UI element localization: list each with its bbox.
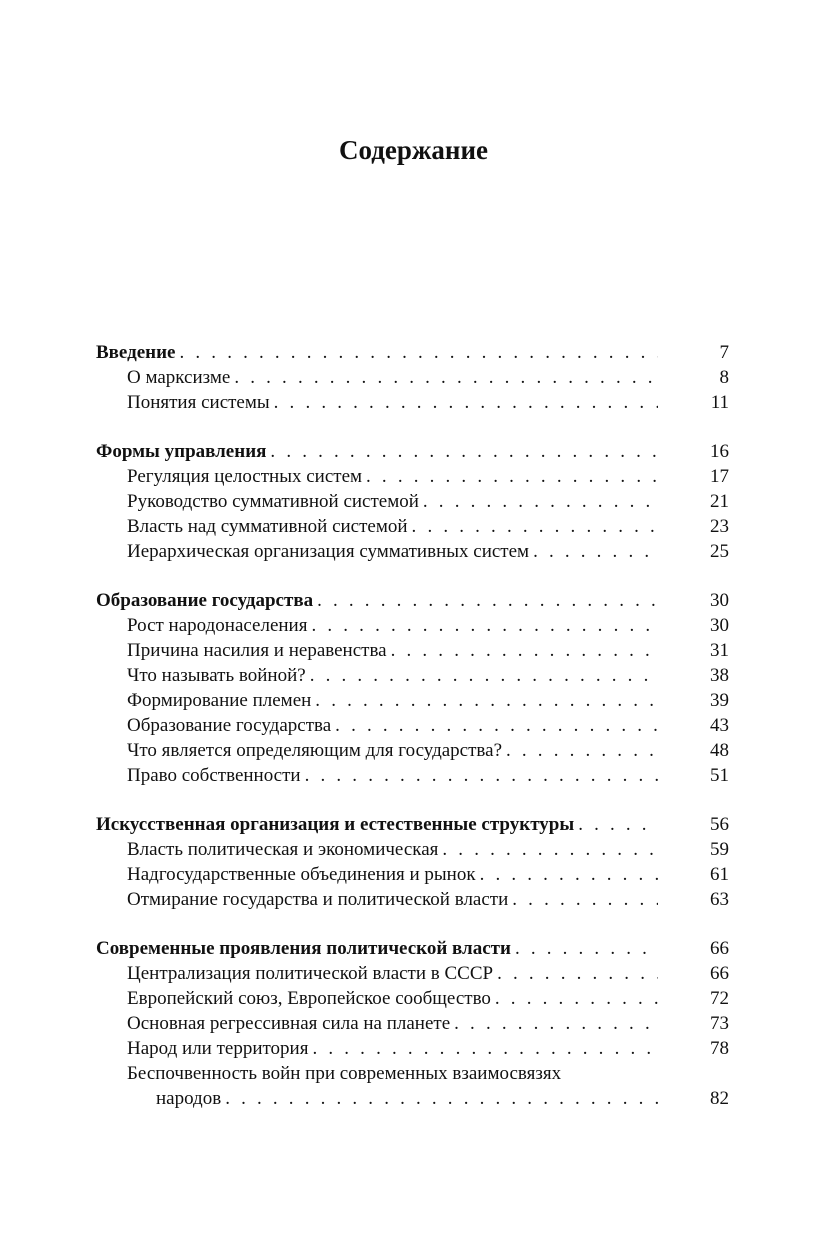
- dot-leader: [180, 340, 659, 365]
- page-number: 66: [710, 963, 729, 984]
- toc-entry-row[interactable]: [96, 365, 729, 390]
- dot-leader: [515, 936, 658, 961]
- page-number: 30: [710, 615, 729, 636]
- page-number: 56: [710, 814, 729, 835]
- entry-title: Право собственности: [127, 763, 305, 788]
- dot-leader: [506, 738, 658, 763]
- toc-line: [127, 763, 658, 788]
- entry-title: народов: [156, 1086, 225, 1111]
- toc-line: [96, 936, 658, 961]
- toc-line: [127, 688, 658, 713]
- toc-line: [127, 663, 658, 688]
- dot-leader: [312, 1036, 658, 1061]
- dot-leader: [270, 439, 658, 464]
- toc-chapter-row[interactable]: [96, 588, 729, 613]
- dot-leader: [454, 1011, 658, 1036]
- toc-entry-row[interactable]: [96, 514, 729, 539]
- toc-entry-row[interactable]: [96, 539, 729, 564]
- toc-entry-row[interactable]: [96, 862, 729, 887]
- toc-line: [127, 887, 658, 912]
- page-number: 23: [710, 516, 729, 537]
- toc-line: [127, 1061, 658, 1086]
- toc-entry-row[interactable]: [96, 688, 729, 713]
- entry-title: Беспочвенность войн при современных взаимосвязях: [127, 1061, 565, 1086]
- entry-title: Руководство суммативной системой: [127, 489, 423, 514]
- toc-entry-row[interactable]: [96, 738, 729, 763]
- toc-line: [127, 613, 658, 638]
- dot-leader: [317, 588, 658, 613]
- toc-line: [96, 812, 658, 837]
- toc-entry-row[interactable]: [96, 1036, 729, 1061]
- toc-entry-row[interactable]: [96, 613, 729, 638]
- toc-line: [127, 1011, 658, 1036]
- page-number: 43: [710, 715, 729, 736]
- dot-leader: [412, 514, 658, 539]
- toc-section: [96, 812, 729, 912]
- toc-entry-row[interactable]: [96, 464, 729, 489]
- entry-title: Народ или территория: [127, 1036, 312, 1061]
- toc-entry-row[interactable]: [96, 763, 729, 788]
- toc-chapter-row[interactable]: [96, 936, 729, 961]
- toc-entry-row[interactable]: [96, 713, 729, 738]
- toc-line: [127, 464, 658, 489]
- entry-title: Европейский союз, Европейское сообщество: [127, 986, 495, 1011]
- toc-line: [127, 986, 658, 1011]
- toc-entry-row[interactable]: [96, 887, 729, 912]
- entry-title: Что является определяющим для государства?: [127, 738, 506, 763]
- dot-leader: [305, 763, 658, 788]
- page-number: 66: [710, 938, 729, 959]
- page-number: 31: [710, 640, 729, 661]
- toc-line: [127, 738, 658, 763]
- entry-title: Рост народонаселения: [127, 613, 311, 638]
- toc-entry-row[interactable]: [96, 1011, 729, 1036]
- toc-line: [96, 588, 658, 613]
- entry-title: Что называть войной?: [127, 663, 310, 688]
- page-number: 82: [710, 1088, 729, 1109]
- page-number: 11: [710, 392, 729, 413]
- entry-title: Власть политическая и экономическая: [127, 837, 442, 862]
- page-number: 63: [710, 889, 729, 910]
- entry-title: Надгосударственные объединения и рынок: [127, 862, 480, 887]
- entry-title: О марксизме: [127, 365, 234, 390]
- entry-title: Централизация политической власти в СССР: [127, 961, 497, 986]
- toc-line: [127, 365, 658, 390]
- toc-line: [127, 489, 658, 514]
- toc-entry-row[interactable]: [96, 663, 729, 688]
- chapter-title: Образование государства: [96, 588, 317, 613]
- toc-section: [96, 588, 729, 788]
- toc-section: [96, 936, 729, 1111]
- dot-leader: [423, 489, 658, 514]
- toc-chapter-row[interactable]: [96, 340, 729, 365]
- toc-line: [127, 539, 658, 564]
- page-number: 16: [710, 441, 729, 462]
- page-number: 48: [710, 740, 729, 761]
- page-title: Содержание: [338, 135, 489, 165]
- toc-line: [96, 439, 658, 464]
- page-number: 78: [710, 1038, 729, 1059]
- entry-title: Образование государства: [127, 713, 335, 738]
- toc-line: [127, 837, 658, 862]
- page-number: 72: [710, 988, 729, 1009]
- toc-entry-row[interactable]: [96, 986, 729, 1011]
- toc-line: [127, 1036, 658, 1061]
- table-of-contents: [96, 340, 729, 1135]
- page-number: 38: [710, 665, 729, 686]
- dot-leader: [578, 812, 658, 837]
- entry-title: Основная регрессивная сила на планете: [127, 1011, 454, 1036]
- toc-entry-row[interactable]: [96, 961, 729, 986]
- dot-leader: [366, 464, 658, 489]
- dot-leader: [533, 539, 658, 564]
- toc-entry-row[interactable]: [96, 390, 729, 415]
- page-number: 21: [710, 491, 729, 512]
- page-number: 8: [719, 367, 729, 388]
- page-number: 73: [710, 1013, 729, 1034]
- dot-leader: [391, 638, 658, 663]
- toc-line: [156, 1086, 658, 1111]
- dot-leader: [234, 365, 658, 390]
- toc-entry-row[interactable]: [96, 1061, 729, 1086]
- entry-title: Регуляция целостных систем: [127, 464, 366, 489]
- dot-leader: [497, 961, 658, 986]
- page-number: 25: [710, 541, 729, 562]
- entry-title: Причина насилия и неравенства: [127, 638, 391, 663]
- chapter-title: Современные проявления политической власти: [96, 936, 515, 961]
- dot-leader: [315, 688, 658, 713]
- chapter-title: Введение: [96, 340, 180, 365]
- dot-leader: [442, 837, 658, 862]
- toc-line: [127, 390, 658, 415]
- toc-line: [96, 340, 658, 365]
- dot-leader: [495, 986, 658, 1011]
- chapter-title: Искусственная организация и естественные структуры: [96, 812, 578, 837]
- dot-leader: [311, 613, 658, 638]
- page-number: 7: [719, 342, 729, 363]
- page-number: 59: [710, 839, 729, 860]
- toc-chapter-row[interactable]: [96, 812, 729, 837]
- toc-entry-row[interactable]: [96, 638, 729, 663]
- toc-line: [127, 961, 658, 986]
- dot-leader: [480, 862, 658, 887]
- entry-title: Иерархическая организация суммативных систем: [127, 539, 533, 564]
- dot-leader: [335, 713, 658, 738]
- toc-entry-row[interactable]: [96, 489, 729, 514]
- page-number: 17: [710, 466, 729, 487]
- page-number: 39: [710, 690, 729, 711]
- entry-title: Власть над суммативной системой: [127, 514, 412, 539]
- toc-line: [127, 713, 658, 738]
- toc-section: [96, 340, 729, 415]
- toc-line: [127, 514, 658, 539]
- page-number: 51: [710, 765, 729, 786]
- dot-leader: [225, 1086, 658, 1111]
- chapter-title: Формы управления: [96, 439, 270, 464]
- entry-title: Формирование племен: [127, 688, 315, 713]
- dot-leader: [512, 887, 658, 912]
- toc-chapter-row[interactable]: [96, 439, 729, 464]
- toc-section: [96, 439, 729, 564]
- toc-entry-row[interactable]: [96, 1086, 729, 1111]
- toc-entry-row[interactable]: [96, 837, 729, 862]
- page-number: 61: [710, 864, 729, 885]
- entry-title: Понятия системы: [127, 390, 274, 415]
- entry-title: Отмирание государства и политической власти: [127, 887, 512, 912]
- dot-leader: [274, 390, 658, 415]
- toc-line: [127, 638, 658, 663]
- toc-line: [127, 862, 658, 887]
- dot-leader: [310, 663, 658, 688]
- page-number: 30: [710, 590, 729, 611]
